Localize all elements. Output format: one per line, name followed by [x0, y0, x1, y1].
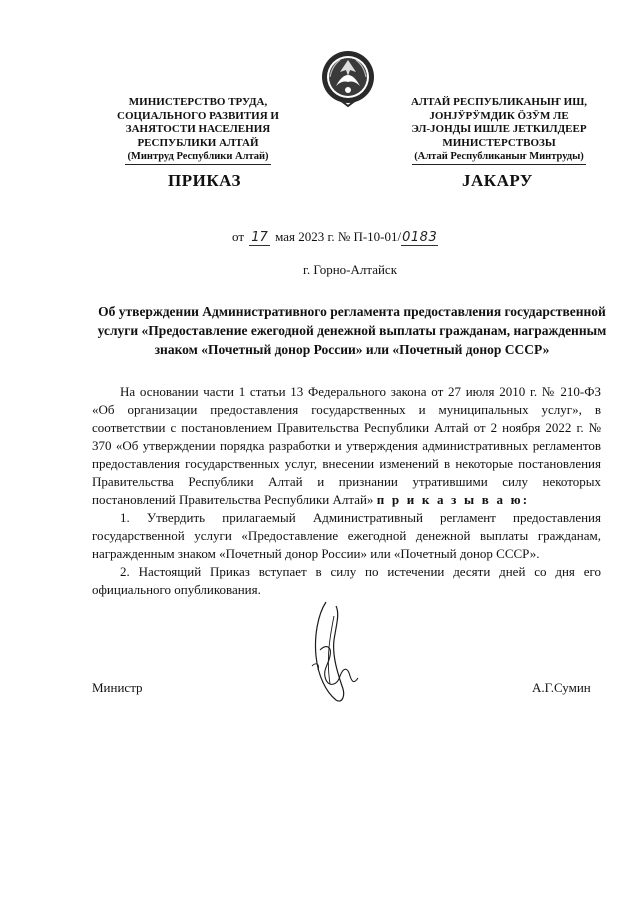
coat-of-arms-icon — [320, 46, 376, 108]
basis-text: На основании части 1 статьи 13 Федерального закона от 27 июля 2010 г. № 210-ФЗ «Об организации предоставления государственных и муниципальных услуг», в соответствии с постановлением Правительства Республики Алтай от 2 ноября 2022 г. № 370 «Об утверждении порядка разработки и утверждения административных регламентов предоставления государственных услуг, внесении изменений в некоторые постановления Правительства Республики Алтай и признании утратившими силу некоторых постановлений Правительства Республики Алтай» — [92, 384, 601, 507]
header-left-abbreviation: (Минтруд Республики Алтай) — [125, 150, 270, 165]
signatory-position: Министр — [92, 680, 143, 695]
handwritten-order-number: 0183 — [402, 230, 438, 245]
ministry-header-altai — [385, 96, 613, 165]
header-right-line: АЛТАЙ РЕСПУБЛИКАНЫҤ ИШ, — [410, 96, 588, 108]
header-left-line: МИНИСТЕРСТВО ТРУДА, — [128, 96, 268, 108]
handwritten-signature-icon — [296, 596, 376, 708]
header-left-line: СОЦИАЛЬНОГО РАЗВИТИЯ И — [117, 109, 279, 122]
order-title: Об утверждении Административного регламента предоставления государственной услуги «Предоставление ежегодной денежной выплаты гражданам, награжденным знаком «Почетный донор России» или «Почетный донор СССР» — [97, 304, 607, 357]
order-body — [92, 383, 601, 599]
header-left-line: ЗАНЯТОСТИ НАСЕЛЕНИЯ — [125, 123, 271, 135]
body-paragraph-item-2: 2. Настоящий Приказ вступает в силу по истечении десяти дней со дня его официального опубликования. — [92, 564, 601, 597]
header-right-line: ЈОНЈӰРӰМДИК ӦЗӰМ ЛЕ — [429, 109, 569, 122]
dateline-middle: мая 2023 г. № П-10-01/ — [275, 229, 402, 244]
body-paragraph-basis — [92, 383, 601, 509]
dateline-prefix: от — [232, 229, 245, 244]
order-keyword: п р и к а з ы в а ю: — [376, 492, 530, 507]
header-left-line: РЕСПУБЛИКИ АЛТАЙ — [137, 136, 259, 149]
header-right-line: МИНИСТЕРСТВОЗЫ — [442, 136, 556, 149]
ministry-header-russian — [88, 96, 308, 165]
signatory-name: А.Г.Сумин — [532, 680, 591, 695]
handwritten-day: 17 — [251, 230, 268, 245]
order-dateline — [232, 229, 438, 246]
header-right-abbreviation: (Алтай Республиканыҥ Минтруды) — [412, 150, 586, 165]
city-line: г. Горно-Алтайск — [302, 262, 398, 277]
body-paragraph-item-1: 1. Утвердить прилагаемый Административный регламент предоставления государственной услуги «Предоставление ежегодной денежной выплаты гражданам, награжденным знаком «Почетный донор России» или «Почетный донор СССР». — [92, 510, 601, 561]
header-right-line: ЭЛ-ЈОНДЫ ИШЛЕ ЈЕТКИЛДЕЕР — [411, 123, 587, 135]
doc-type-altai: ЈАКАРУ — [462, 171, 533, 190]
doc-type-russian: ПРИКАЗ — [168, 171, 241, 190]
